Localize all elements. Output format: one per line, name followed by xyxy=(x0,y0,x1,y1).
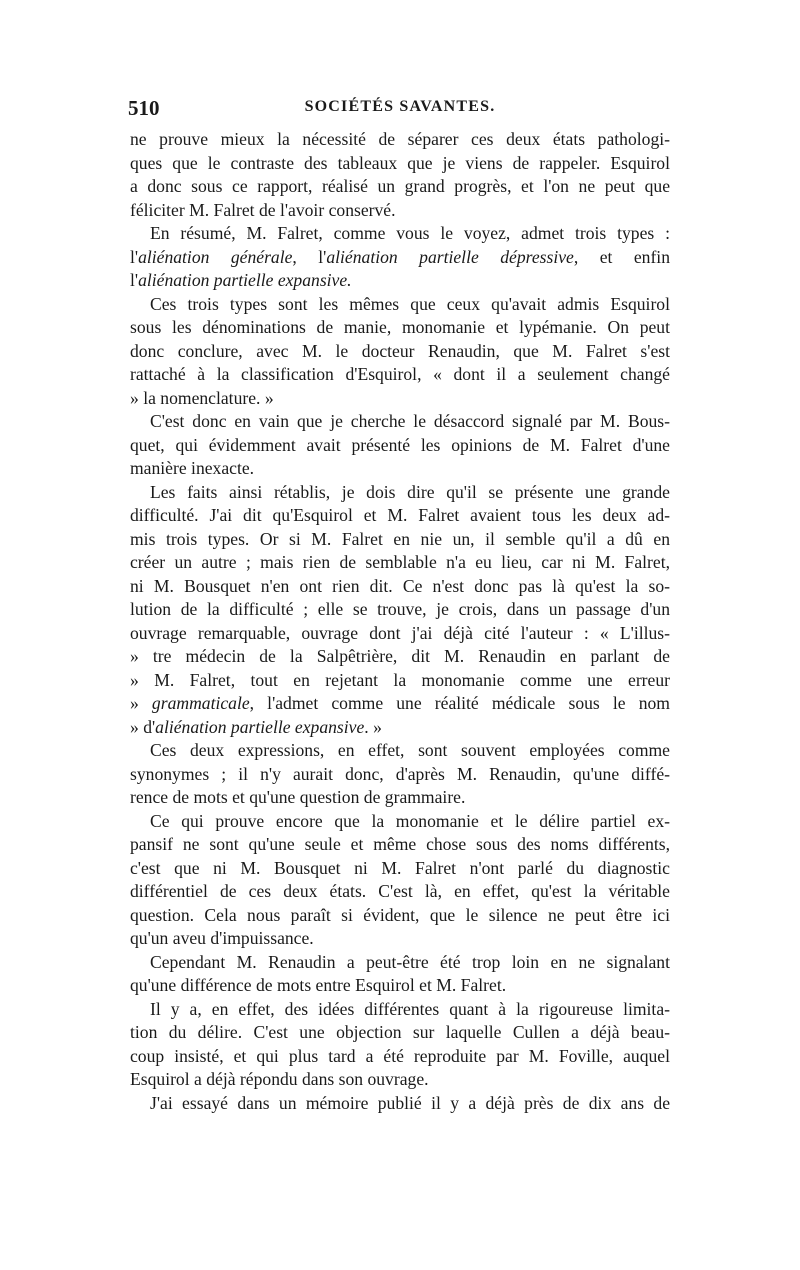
text-line: » M. Falret, tout en rejetant la monomanie comme une erreur xyxy=(130,669,670,690)
text-line: difficulté. J'ai dit qu'Esquirol et M. Falret avaient tous les deux ad- xyxy=(130,505,670,525)
text-line: mis trois types. Or si M. Falret en nie un, il semble qu'il a dû en xyxy=(130,528,670,549)
text-line: Esquirol a déjà répondu dans son ouvrage. xyxy=(130,1069,429,1089)
page-header xyxy=(128,96,672,126)
text-line: a donc sous ce rapport, réalisé un grand progrès, et l'on ne peut que xyxy=(130,176,670,196)
text-line: Ces trois types sont les mêmes que ceux qu'avait admis Esquirol xyxy=(150,293,670,314)
text-line: pansif ne sont qu'une seule et même chose sous des noms différents, xyxy=(130,834,670,854)
text-line: Les faits ainsi rétablis, je dois dire qu'il se présente une grande xyxy=(150,481,670,502)
text-line: Cependant M. Renaudin a peut-être été trop loin en ne signalant xyxy=(150,951,670,972)
text-line: coup insisté, et qui plus tard a été reproduite par M. Foville, auquel xyxy=(130,1045,670,1066)
text-line: l'aliénation partielle expansive. xyxy=(130,270,352,290)
running-head: SOCIÉTÉS SAVANTES. xyxy=(304,98,496,115)
text-line: féliciter M. Falret de l'avoir conservé. xyxy=(130,199,396,220)
text-line: qu'une différence de mots entre Esquirol et M. Falret. xyxy=(130,975,507,995)
page-number: 510 xyxy=(128,96,160,120)
text-line: donc conclure, avec M. le docteur Renaudin, que M. Falret s'est xyxy=(130,340,670,361)
text-line: quet, qui évidemment avait présenté les opinions de M. Falret d'une xyxy=(130,434,670,455)
text-line: Ce qui prouve encore que la monomanie et le délire partiel ex- xyxy=(150,810,670,831)
text-line: J'ai essayé dans un mémoire publié il y a déjà près de dix ans de xyxy=(150,1092,670,1113)
text-line: En résumé, M. Falret, comme vous le voyez, admet trois types : xyxy=(150,223,670,243)
text-line: » d'aliénation partielle expansive. » xyxy=(130,716,382,737)
text-line: C'est donc en vain que je cherche le désaccord signalé par M. Bous- xyxy=(150,411,670,431)
text-line: rattaché à la classification d'Esquirol, « dont il a seulement changé xyxy=(130,364,670,384)
text-line: qu'un aveu d'impuissance. xyxy=(130,928,314,948)
text-line: c'est que ni M. Bousquet ni M. Falret n'ont parlé du diagnostic xyxy=(130,857,670,878)
text-line: rence de mots et qu'une question de grammaire. xyxy=(130,787,466,807)
text-line: ne prouve mieux la nécessité de séparer ces deux états pathologi- xyxy=(130,129,670,149)
text-line: créer un autre ; mais rien de semblable n'a eu lieu, car ni M. Falret, xyxy=(130,552,670,572)
body-text xyxy=(130,128,670,1115)
text-line: ques que le contraste des tableaux que je viens de rappeler. Esquirol xyxy=(130,152,670,173)
text-line: l'aliénation générale, l'aliénation partielle dépressive, et enfin xyxy=(130,246,670,267)
text-line: sous les dénominations de manie, monomanie et lypémanie. On peut xyxy=(130,317,670,337)
text-line: tion du délire. C'est une objection sur laquelle Cullen a déjà beau- xyxy=(130,1022,670,1042)
text-line: ouvrage remarquable, ouvrage dont j'ai déjà cité l'auteur : « L'illus- xyxy=(130,622,670,643)
text-line: Ces deux expressions, en effet, sont souvent employées comme xyxy=(150,740,670,760)
text-line: » tre médecin de la Salpêtrière, dit M. Renaudin en parlant de xyxy=(130,646,670,666)
text-line: Il y a, en effet, des idées différentes quant à la rigoureuse limita- xyxy=(150,998,670,1019)
text-line: question. Cela nous paraît si évident, que le silence ne peut être ici xyxy=(130,904,670,925)
text-line: ni M. Bousquet n'en ont rien dit. Ce n'est donc pas là qu'est la so- xyxy=(130,575,670,596)
text-line: lution de la difficulté ; elle se trouve, je crois, dans un passage d'un xyxy=(130,599,670,619)
text-line: » la nomenclature. » xyxy=(130,387,274,408)
text-line: différentiel de ces deux états. C'est là, en effet, qu'est la véritable xyxy=(130,881,670,901)
text-line: manière inexacte. xyxy=(130,458,255,478)
text-line: synonymes ; il n'y aurait donc, d'après M. Renaudin, qu'une diffé- xyxy=(130,763,670,784)
text-line: » grammaticale, l'admet comme une réalité médicale sous le nom xyxy=(130,693,670,713)
